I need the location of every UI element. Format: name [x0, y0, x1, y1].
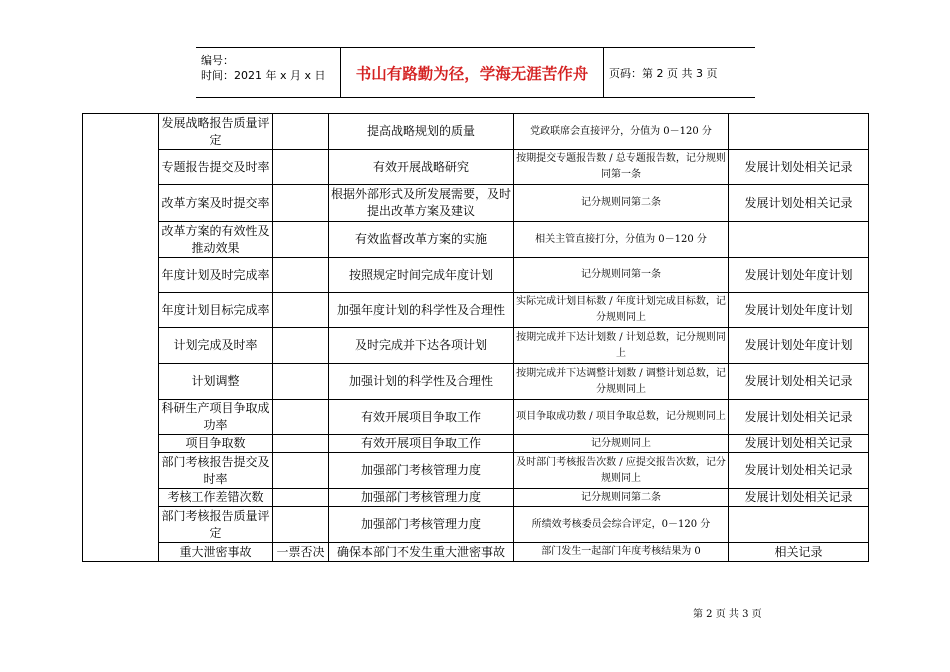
indicator-cell: 发展战略报告质量评定 — [159, 114, 273, 150]
indicator-cell: 年度计划及时完成率 — [159, 258, 273, 293]
table-row — [83, 435, 869, 453]
header-motto: 书山有路勤为径，学海无涯苦作舟 — [341, 48, 604, 97]
goal-cell: 加强计划的科学性及合理性 — [329, 364, 514, 400]
indicator-cell: 年度计划目标完成率 — [159, 293, 273, 328]
table-row — [83, 400, 869, 435]
document-date-label: 时间：2021 年 x 月 x 日 — [201, 69, 326, 82]
table-row — [83, 185, 869, 222]
indicator-cell: 部门考核报告提交及时率 — [159, 453, 273, 489]
veto-cell — [273, 400, 329, 435]
data-source-cell: 发展计划处相关记录 — [729, 185, 869, 222]
table-row — [83, 114, 869, 150]
data-source-cell: 发展计划处相关记录 — [729, 453, 869, 489]
table-row — [83, 507, 869, 543]
indicator-cell: 重大泄密事故 — [159, 543, 273, 562]
scoring-rule-cell: 项目争取成功数 / 项目争取总数，记分规则同上 — [514, 400, 729, 435]
goal-cell: 加强部门考核管理力度 — [329, 453, 514, 489]
indicator-cell: 考核工作差错次数 — [159, 489, 273, 507]
table-row — [83, 328, 869, 364]
table-row — [83, 543, 869, 562]
scoring-rule-cell: 及时部门考核报告次数 / 应提交报告次数，记分规则同上 — [514, 453, 729, 489]
goal-cell: 有效开展项目争取工作 — [329, 400, 514, 435]
data-source-cell — [729, 222, 869, 258]
veto-cell — [273, 258, 329, 293]
data-source-cell: 发展计划处相关记录 — [729, 364, 869, 400]
goal-cell: 有效开展战略研究 — [329, 150, 514, 185]
goal-cell: 根据外部形式及所发展需要，及时提出改革方案及建议 — [329, 185, 514, 222]
goal-cell: 有效开展项目争取工作 — [329, 435, 514, 453]
data-source-cell: 发展计划处年度计划 — [729, 258, 869, 293]
indicator-cell: 计划调整 — [159, 364, 273, 400]
scoring-rule-cell: 记分规则同第二条 — [514, 489, 729, 507]
document-number-label: 编号： — [201, 54, 234, 67]
veto-cell — [273, 293, 329, 328]
veto-cell — [273, 150, 329, 185]
scoring-rule-cell: 记分规则同上 — [514, 435, 729, 453]
goal-cell: 按照规定时间完成年度计划 — [329, 258, 514, 293]
goal-cell: 提高战略规划的质量 — [329, 114, 514, 150]
data-source-cell: 发展计划处相关记录 — [729, 435, 869, 453]
goal-cell: 加强部门考核管理力度 — [329, 507, 514, 543]
scoring-rule-cell: 党政联席会直接评分，分值为 0－120 分 — [514, 114, 729, 150]
veto-cell: 一票否决 — [273, 543, 329, 562]
table-row — [83, 453, 869, 489]
veto-cell — [273, 435, 329, 453]
data-source-cell: 发展计划处相关记录 — [729, 489, 869, 507]
veto-cell — [273, 507, 329, 543]
indicator-cell: 科研生产项目争取成功率 — [159, 400, 273, 435]
data-source-cell: 发展计划处相关记录 — [729, 150, 869, 185]
scoring-rule-cell: 所绩效考核委员会综合评定，0－120 分 — [514, 507, 729, 543]
header-page-number: 页码：第 2 页 共 3 页 — [609, 66, 718, 80]
scoring-rule-cell: 相关主管直接打分，分值为 0－120 分 — [514, 222, 729, 258]
data-source-cell — [729, 114, 869, 150]
scoring-rule-cell: 按期完成并下达计划数 / 计划总数，记分规则同上 — [514, 328, 729, 364]
category-cell — [83, 114, 159, 562]
scoring-rule-cell: 按期提交专题报告数 / 总专题报告数，记分规则同第一条 — [514, 150, 729, 185]
veto-cell — [273, 114, 329, 150]
header-meta — [196, 48, 341, 97]
veto-cell — [273, 185, 329, 222]
scoring-rule-cell: 实际完成计划目标数 / 年度计划完成目标数，记分规则同上 — [514, 293, 729, 328]
scoring-rule-cell: 部门发生一起部门年度考核结果为 0 — [514, 543, 729, 562]
table-row — [83, 150, 869, 185]
table-row — [83, 489, 869, 507]
veto-cell — [273, 453, 329, 489]
scoring-rule-cell: 记分规则同第二条 — [514, 185, 729, 222]
goal-cell: 及时完成并下达各项计划 — [329, 328, 514, 364]
scoring-rule-cell: 记分规则同第一条 — [514, 258, 729, 293]
kpi-table — [82, 113, 869, 562]
goal-cell: 确保本部门不发生重大泄密事故 — [329, 543, 514, 562]
indicator-cell: 专题报告提交及时率 — [159, 150, 273, 185]
table-row — [83, 364, 869, 400]
page-header — [196, 47, 755, 98]
veto-cell — [273, 489, 329, 507]
table-row — [83, 222, 869, 258]
indicator-cell: 项目争取数 — [159, 435, 273, 453]
indicator-cell: 计划完成及时率 — [159, 328, 273, 364]
data-source-cell: 相关记录 — [729, 543, 869, 562]
veto-cell — [273, 364, 329, 400]
indicator-cell: 改革方案及时提交率 — [159, 185, 273, 222]
goal-cell: 加强年度计划的科学性及合理性 — [329, 293, 514, 328]
data-source-cell: 发展计划处年度计划 — [729, 293, 869, 328]
goal-cell: 加强部门考核管理力度 — [329, 489, 514, 507]
goal-cell: 有效监督改革方案的实施 — [329, 222, 514, 258]
page-footer: 第 2 页 共 3 页 — [693, 609, 762, 620]
veto-cell — [273, 328, 329, 364]
table-row — [83, 293, 869, 328]
indicator-cell: 改革方案的有效性及推动效果 — [159, 222, 273, 258]
kpi-table-body — [83, 114, 869, 562]
scoring-rule-cell: 按期完成并下达调整计划数 / 调整计划总数，记分规则同上 — [514, 364, 729, 400]
veto-cell — [273, 222, 329, 258]
data-source-cell — [729, 507, 869, 543]
table-row — [83, 258, 869, 293]
data-source-cell: 发展计划处相关记录 — [729, 400, 869, 435]
indicator-cell: 部门考核报告质量评定 — [159, 507, 273, 543]
data-source-cell: 发展计划处年度计划 — [729, 328, 869, 364]
